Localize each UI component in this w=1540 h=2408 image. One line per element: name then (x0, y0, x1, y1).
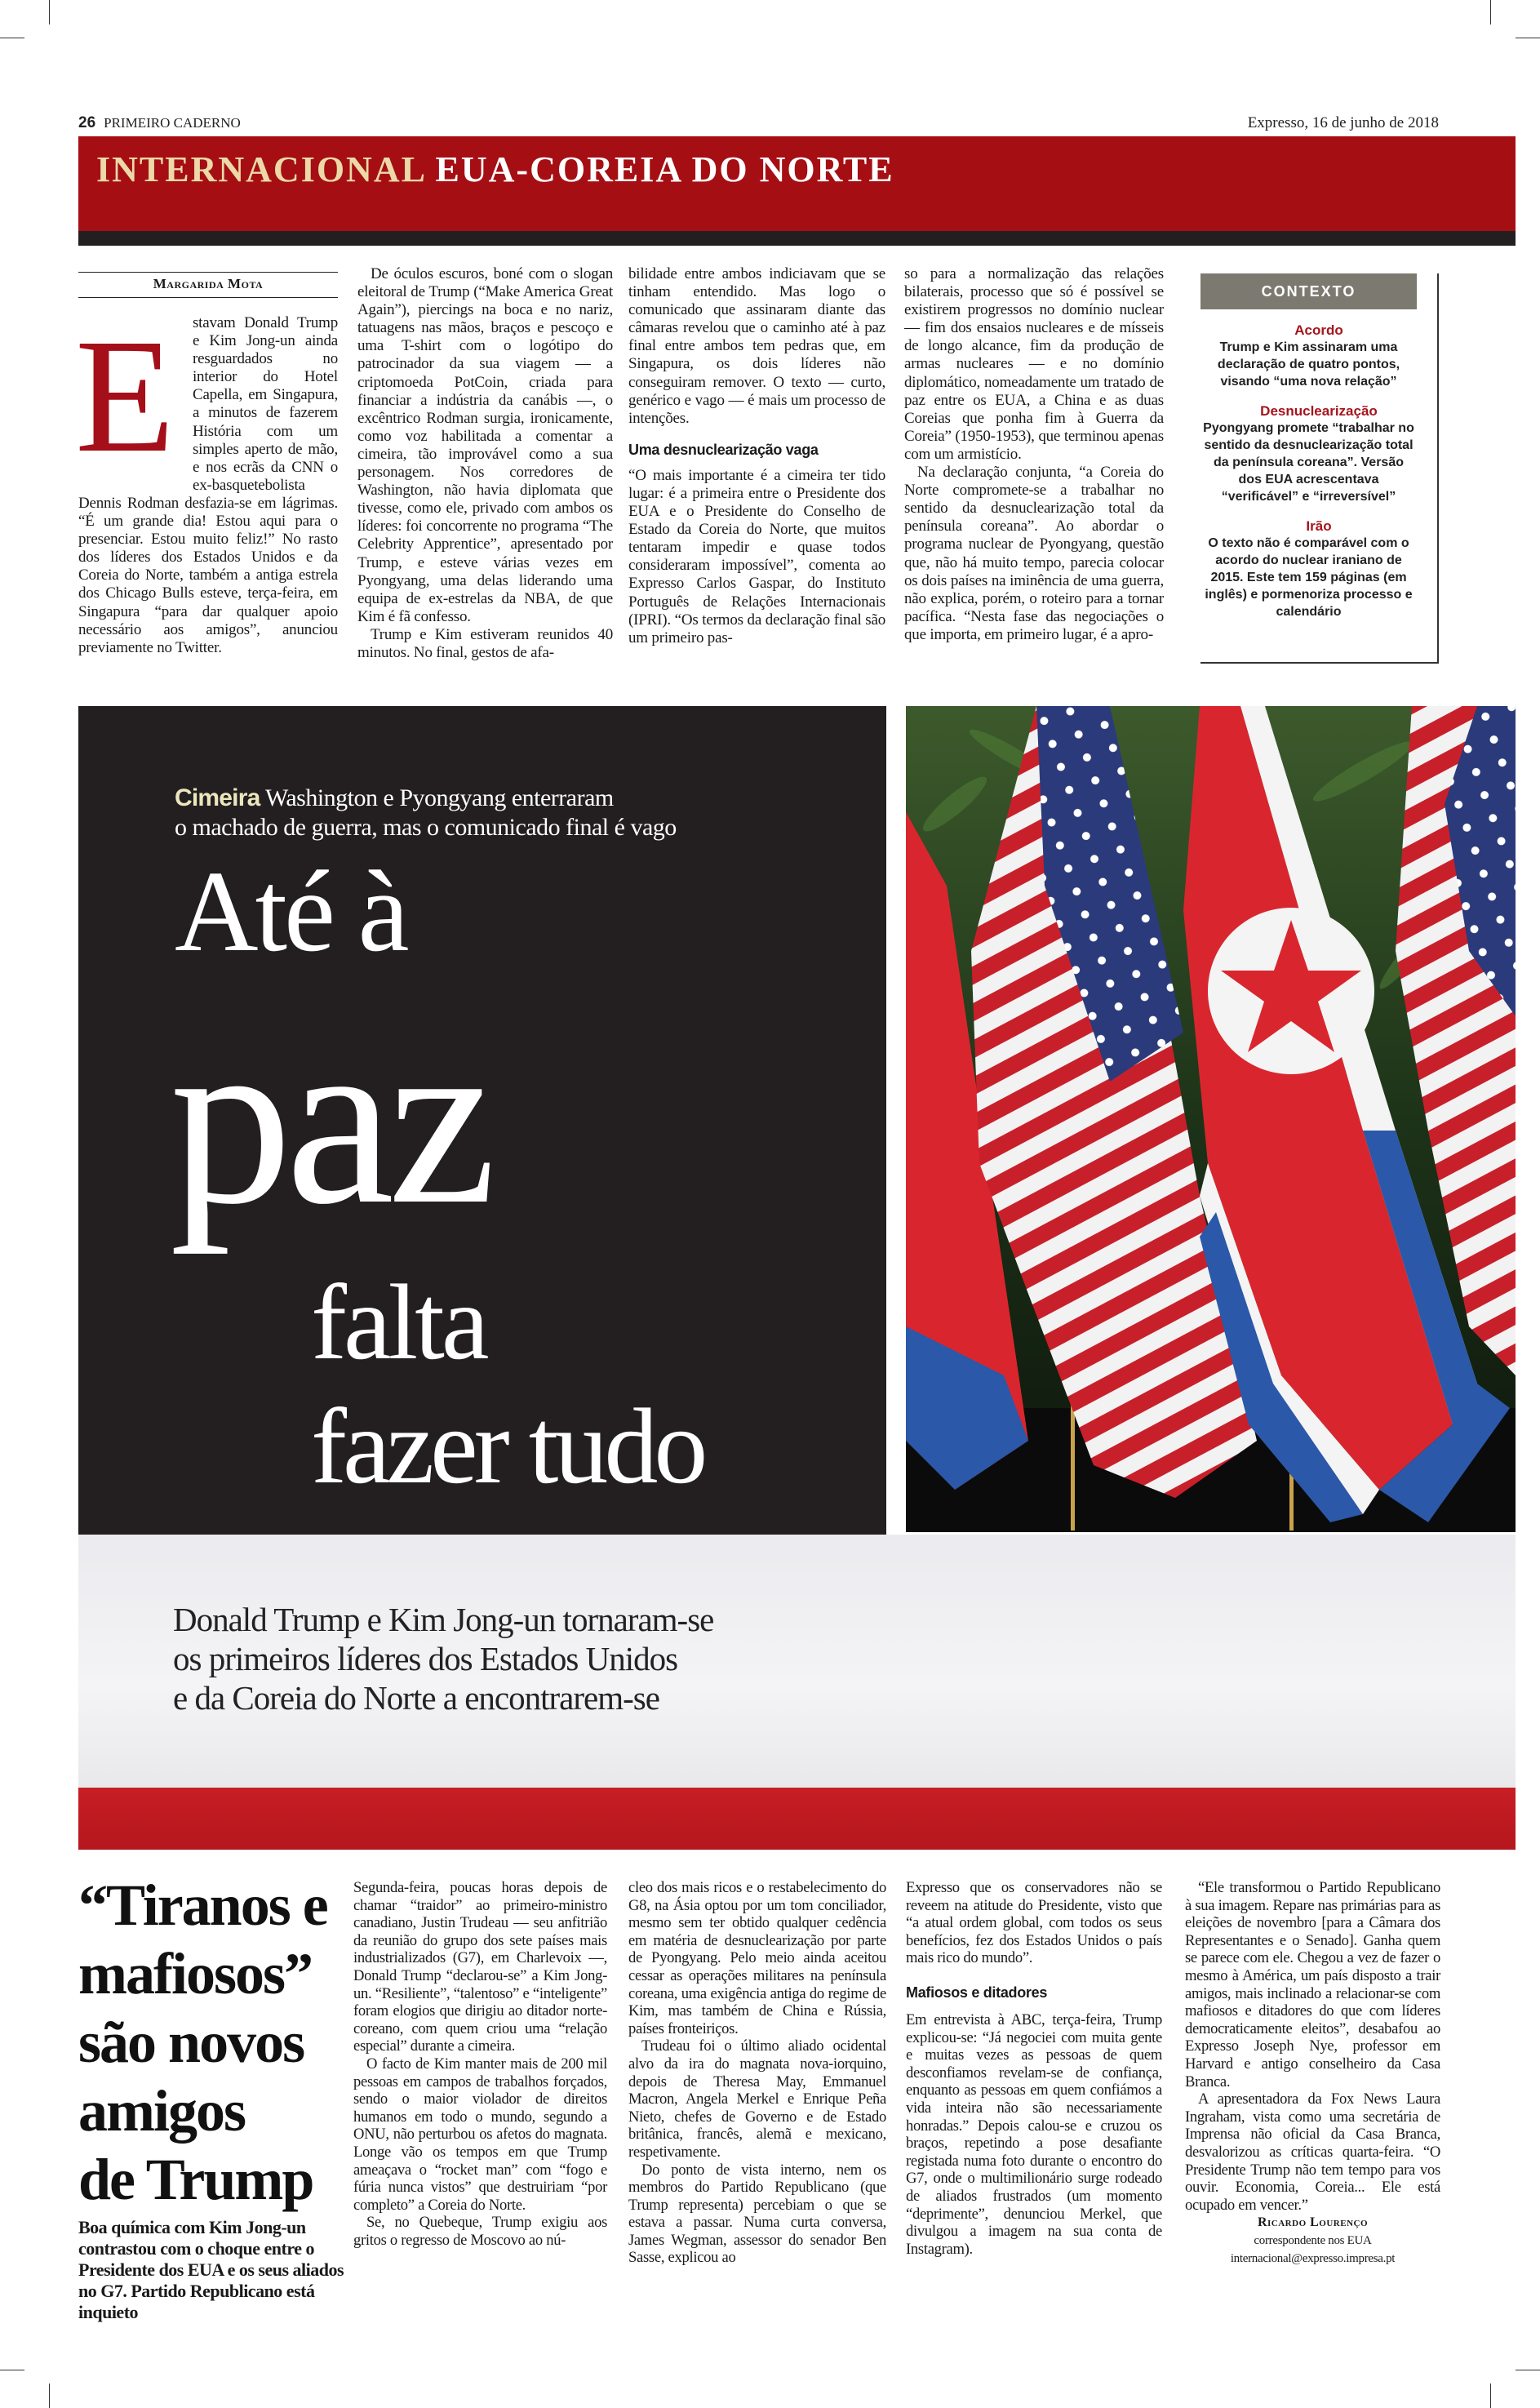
banner-rule (78, 231, 1516, 246)
headline-line: paz (170, 984, 490, 1255)
context-item-title: Irão (1306, 518, 1332, 534)
headline-line: “Tiranos e (78, 1873, 327, 1938)
paragraph: Trudeau foi o último aliado ocidental alvo da ira do magnata nova-iorquino, depois de Theresa May, Emmanuel Macron, Angela Merkel e Enrique Peña Nieto, chefes de Governo e de Estado britânica, francês, alemã e mexicano, respetivamente. (628, 2037, 886, 2161)
subheading: Mafiosos e ditadores (906, 1984, 1048, 2001)
context-label: CONTEXTO (1200, 273, 1417, 309)
paragraph: A apresentadora da Fox News Laura Ingraham, vista como uma secretária de Imprensa não oficial da Casa Branca, desvalorizou as críticas quarta-feira. “O Presidente Trump não tem tempo para vos ouvir. Economia, Coreia... Ele está ocupado em vencer.” (1185, 2090, 1440, 2214)
drop-cap: E (75, 306, 175, 486)
article2-headline (78, 1871, 327, 2214)
headline-line: são novos (78, 2010, 304, 2075)
page-number: 26 (78, 114, 96, 131)
hero-kicker (175, 784, 677, 842)
article2-column-4 (1185, 1879, 1440, 2268)
section-kicker: INTERNACIONAL (96, 149, 425, 189)
hero-headline-panel (78, 706, 886, 1535)
paragraph: cleo dos mais ricos e o restabelecimento do G8, na Ásia optou por um tom conciliador, mesmo sem ter obtido qualquer cedência em matéria de desnuclearização por parte de Pyongyang. Pelo meio ainda aceitou cessar as operações militares na península coreana, uma exigência antiga do regime de Kim, mas também de China e Rússia, países fronteiriços. (628, 1879, 886, 2037)
headline-line: de Trump (78, 2147, 313, 2212)
byline: Margarida Mota (78, 272, 338, 298)
kicker-label: Cimeira (175, 784, 260, 811)
headline-line: amigos (78, 2078, 245, 2144)
context-item-text: Pyongyang promete “trabalhar no sentido da desnuclearização total da península coreana”. Versão dos EUA acrescentava “verificável” e “irreversível” (1203, 421, 1414, 504)
caption-line: e da Coreia do Norte a encontrarem-se (173, 1679, 659, 1717)
context-item-title: Desnuclearização (1260, 403, 1378, 419)
paragraph: Na declaração conjunta, “a Coreia do Norte compromete-se a trabalhar no sentido da desnuclearização total da península coreana”. Ao abordar o programa nuclear de Pyongyang, questão que, não há muito tempo, parecia colocar os dois países na iminência de uma guerra, não explica, porém, o roteiro para a tornar pacífica. “Nesta fase das negociações o que importa, em primeiro lugar, é a apro- (904, 464, 1164, 643)
crop-mark (1490, 2384, 1491, 2408)
signature (1185, 2214, 1440, 2268)
article2-standfirst: Boa química com Kim Jong-un contrastou com o choque entre o Presidente dos EUA e os seus aliados no G7. Partido Republicano está inquieto (78, 2217, 344, 2322)
subheading: Uma desnuclearização vaga (628, 441, 819, 458)
article-column-3 (628, 265, 885, 647)
photo-red-band (78, 1788, 1516, 1850)
paragraph: so para a normalização das relações bilaterais, processo que só é possível se existirem progressos no domínio nuclear — fim dos ensaios nucleares e de mísseis de longo alcance, fim da produção de armas nucleares — e no domínio diplomático, nomeadamente um tratado de paz entre os EUA, a China e as duas Coreias que ponha fim à Guerra da Coreia” (1950-1953), que terminou apenas com um armistício. (904, 265, 1164, 463)
headline-line: fazer tudo (311, 1386, 704, 1506)
crop-mark (49, 0, 50, 24)
paragraph: “O mais importante é a cimeira ter tido lugar: é a primeira entre o Presidente dos EUA e o Presidente do Conselho de Estado da Coreia do Norte, que muitos tentaram impedir e quase todos consideraram impossível”, comenta ao Expresso Carlos Gaspar, do Instituto Português de Relações Internacionais (IPRI). “Os termos da declaração final são um primeiro pas- (628, 466, 885, 646)
paragraph: De óculos escuros, boné com o slogan eleitoral de Trump (“Make America Great Again”), piercings na boca e no nariz, tatuagens nas mãos, braços e pescoço e uma T-shirt com o logótipo do patrocinador da sua viagem — a criptomoeda PotCoin, criada para financiar a indústria da canábis —, o excêntrico Rodman surgia, ironicamente, como voz habilitada a comentar a cimeira, tão improvável como a sua personagem. Nos corredores de Washington, não havia diplomata que tivesse, como ele, privado com ambos os líderes: foi concorrente no programa “The Celebrity Apprentice”, apresentado por Trump, e esteve várias vezes em Pyongyang, uma delas liderando uma equipa de ex-estrelas da NBA, de que Kim é fã confesso. (357, 265, 613, 625)
author-role: correspondente nos EUA (1254, 2234, 1372, 2248)
context-item-text: O texto não é comparável com o acordo do nuclear iraniano de 2015. Este tem 159 páginas (em inglês) e pormenoriza processo e calendário (1205, 536, 1413, 619)
paragraph: Do ponto de vista interno, nem os membros do Partido Republicano (que Trump representa) percebiam o que se estava a passar. Numa curta conversa, James Wegman, assessor do senador Ben Sasse, explicou ao (628, 2161, 886, 2267)
headline-line: mafiosos” (78, 1941, 312, 2006)
article2-column-1 (353, 1879, 607, 2249)
paragraph: Expresso que os conservadores não se reveem na atitude do Presidente, visto que “a atual ordem global, com todos os seus benefícios, fez dos Estados Unidos o país mais rico do mundo”. (906, 1879, 1162, 1967)
kicker-text: o machado de guerra, mas o comunicado final é vago (175, 814, 677, 841)
article-column-2 (357, 265, 613, 662)
flags-photo (906, 706, 1516, 1532)
paragraph: Em entrevista à ABC, terça-feira, Trump explicou-se: “Já negociei com muita gente e muitas vezes as pessoas de quem desconfiamos revelam-se de confiança, enquanto as pessoas em quem confiámos a vida inteira não são necessariamente honradas.” Depois calou-se e cruzou os braços, repetindo a pose desafiante registada numa foto durante o encontro do G7, onde o multimilionário surge rodeado de aliados frustrados (um momento “deprimente”, denunciou Merkel, que divulgou a imagem na sua conta de Instagram). (906, 2010, 1162, 2258)
paragraph: stavam Donald Trump e Kim Jong-un ainda resguardados no interior do Hotel Capella, em Singapura, a minutos de fazerem História com um simples aperto de mão, e nos ecrãs da CNN o ex-basquetebolista Dennis Rodman desfazia-se em lágrimas. “É um grande dia! Estou aqui para o presenciar. Estou muito feliz!” No rasto dos líderes dos Estados Unidos e da Coreia do Norte, também a antiga estrela dos Chicago Bulls esteve, terça-feira, em Singapura “para dar qualquer apoio necessário aos amigos”, anunciou previamente no Twitter. (78, 314, 338, 656)
page-folio (78, 114, 241, 132)
paragraph: Trump e Kim estiveram reunidos 40 minutos. No final, gestos de afa- (357, 625, 613, 661)
article-column-4 (904, 265, 1164, 644)
caption-line: Donald Trump e Kim Jong-un tornaram-se (173, 1601, 714, 1638)
headline-line: Até à (175, 846, 406, 975)
crop-mark (49, 2384, 50, 2408)
article2-column-2 (628, 1879, 886, 2267)
photo-caption (173, 1600, 713, 1717)
author-name: Ricardo Lourenço (1257, 2215, 1369, 2230)
kicker-text: Washington e Pyongyang enterraram (264, 784, 614, 811)
context-item-text: Trump e Kim assinaram uma declaração de quatro pontos, visando “uma nova relação” (1217, 340, 1400, 389)
article-column-1 (75, 272, 338, 657)
paragraph: bilidade entre ambos indiciavam que se tinham entendido. Mas logo o comunicado que assinaram diante das câmaras revelou que o caminho até à paz final entre ambos tem pedras que, em Singapura, os dois líderes não conseguiram remover. O texto — curto, genérico e vago — é mais um processo de intenções. (628, 265, 885, 427)
caption-line: os primeiros líderes dos Estados Unidos (173, 1640, 678, 1677)
paragraph: Segunda-feira, poucas horas depois de chamar “traidor” ao primeiro-ministro canadiano, Justin Trudeau — seu anfitrião da reunião do grupo dos sete países mais industrializados (G7), em Charlevoix —, Donald Trump “declarou-se” a Kim Jong-un. “Resiliente”, “talentoso” e “inteligente” foram elogios que dirigiu ao ditador norte-coreano, com quem criou uma “relação especial” durante a cimeira. (353, 1879, 607, 2055)
paragraph: Se, no Quebeque, Trump exigiu aos gritos o regresso de Moscovo ao nú- (353, 2214, 607, 2249)
article2-column-3 (906, 1879, 1162, 2258)
section-name: PRIMEIRO CADERNO (104, 115, 241, 131)
section-title (96, 149, 894, 190)
contact-email[interactable]: internacional@expresso.impresa.pt (1230, 2252, 1396, 2266)
paragraph: O facto de Kim manter mais de 200 mil pessoas em campos de trabalhos forçados, sendo o maior violador de direitos humanos em todo o mundo, segundo a ONU, não perturbou os afetos do magnata. Longe vão os tempos em que Trump ameaçava o “rocket man” com “fogo e fúria nunca vistos” que destruiriam “por completo” a Coreia do Norte. (353, 2055, 607, 2214)
context-box (1200, 273, 1439, 664)
headline-line: falta (311, 1262, 486, 1382)
issue-date: Expresso, 16 de junho de 2018 (1247, 114, 1439, 131)
section-topic: EUA-COREIA DO NORTE (435, 149, 894, 189)
paragraph: “Ele transformou o Partido Republicano à sua imagem. Repare nas primárias para as eleições de novembro [para a Câmara dos Representantes e o Senado]. Ganha quem se parece com ele. Chegou a vez de fazer o mesmo à América, um país disposto a trair amigos, mais inclinado a relacionar-se com mafiosos e ditadores do que com líderes democraticamente eleitos”, desabafou ao Expresso Joseph Nye, professor em Harvard e antigo conselheiro da Casa Branca. (1185, 1879, 1440, 2090)
photo-lower-band (78, 1535, 1516, 1788)
context-item-title: Acordo (1294, 322, 1343, 338)
crop-mark (1490, 0, 1491, 24)
